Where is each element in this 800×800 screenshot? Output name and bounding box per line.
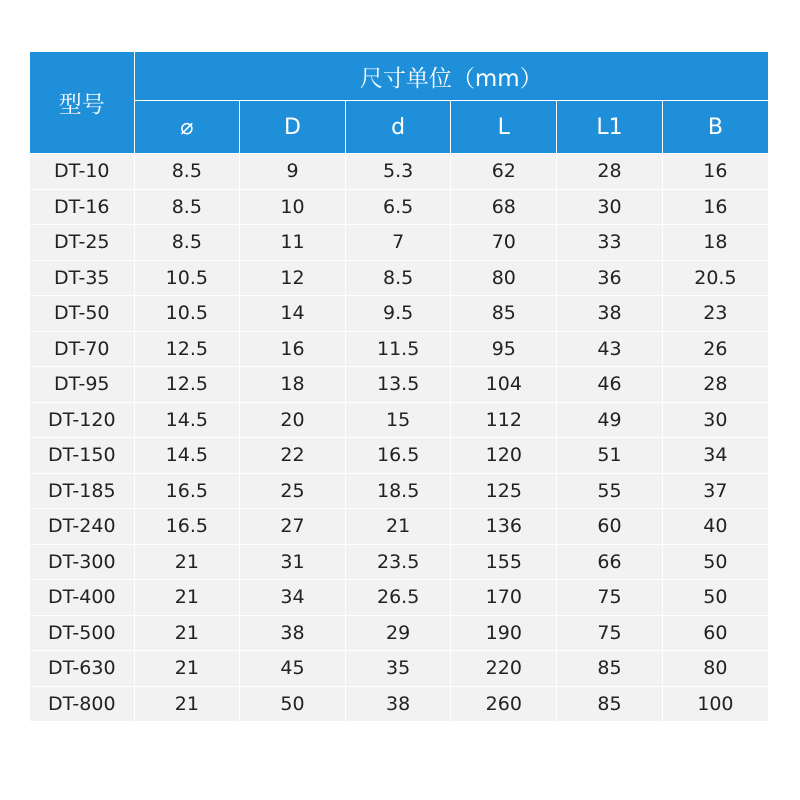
header-unit: 尺寸单位（mm）: [134, 52, 768, 101]
cell-diameter: 16.5: [134, 473, 240, 509]
table-row: [30, 580, 768, 616]
cell-B: 100: [662, 686, 768, 722]
cell-L: 104: [451, 367, 557, 403]
cell-d: 13.5: [345, 367, 451, 403]
table-row: [30, 189, 768, 225]
table-row: [30, 154, 768, 190]
cell-L1: 55: [557, 473, 663, 509]
table-row: [30, 544, 768, 580]
cell-B: 28: [662, 367, 768, 403]
cell-model: DT-400: [30, 580, 134, 616]
header-L1: L1: [557, 101, 663, 154]
cell-B: 26: [662, 331, 768, 367]
cell-d: 9.5: [345, 296, 451, 332]
cell-D: 10: [240, 189, 346, 225]
cell-L1: 51: [557, 438, 663, 474]
cell-L1: 33: [557, 225, 663, 261]
cell-model: DT-300: [30, 544, 134, 580]
cell-L1: 85: [557, 651, 663, 687]
cell-diameter: 8.5: [134, 225, 240, 261]
cell-d: 6.5: [345, 189, 451, 225]
cell-d: 26.5: [345, 580, 451, 616]
cell-model: DT-50: [30, 296, 134, 332]
cell-model: DT-630: [30, 651, 134, 687]
cell-B: 34: [662, 438, 768, 474]
cell-model: DT-185: [30, 473, 134, 509]
cell-B: 30: [662, 402, 768, 438]
cell-diameter: 21: [134, 615, 240, 651]
cell-model: DT-70: [30, 331, 134, 367]
cell-diameter: 8.5: [134, 154, 240, 190]
table-row: [30, 615, 768, 651]
cell-L1: 49: [557, 402, 663, 438]
header-model: 型号: [30, 52, 134, 154]
cell-L: 136: [451, 509, 557, 545]
cell-L: 220: [451, 651, 557, 687]
cell-diameter: 14.5: [134, 402, 240, 438]
cell-model: DT-95: [30, 367, 134, 403]
cell-model: DT-16: [30, 189, 134, 225]
table-row: [30, 367, 768, 403]
cell-diameter: 12.5: [134, 367, 240, 403]
cell-diameter: 21: [134, 651, 240, 687]
cell-D: 12: [240, 260, 346, 296]
cell-D: 14: [240, 296, 346, 332]
cell-L: 85: [451, 296, 557, 332]
table-row: [30, 260, 768, 296]
table-row: [30, 296, 768, 332]
cell-L: 95: [451, 331, 557, 367]
cell-B: 37: [662, 473, 768, 509]
cell-d: 38: [345, 686, 451, 722]
cell-D: 16: [240, 331, 346, 367]
header-D: D: [240, 101, 346, 154]
cell-D: 9: [240, 154, 346, 190]
cell-diameter: 21: [134, 544, 240, 580]
header-diameter: ⌀: [134, 101, 240, 154]
cell-L1: 28: [557, 154, 663, 190]
header-row-sub: [30, 101, 768, 154]
cell-B: 50: [662, 580, 768, 616]
cell-diameter: 12.5: [134, 331, 240, 367]
spec-table: [30, 52, 768, 722]
cell-B: 16: [662, 189, 768, 225]
cell-D: 34: [240, 580, 346, 616]
cell-D: 18: [240, 367, 346, 403]
header-row-main: [30, 52, 768, 101]
header-B: B: [662, 101, 768, 154]
cell-d: 29: [345, 615, 451, 651]
cell-d: 8.5: [345, 260, 451, 296]
cell-B: 23: [662, 296, 768, 332]
cell-d: 35: [345, 651, 451, 687]
cell-diameter: 16.5: [134, 509, 240, 545]
cell-B: 18: [662, 225, 768, 261]
cell-d: 15: [345, 402, 451, 438]
table-row: [30, 331, 768, 367]
cell-model: DT-120: [30, 402, 134, 438]
cell-D: 31: [240, 544, 346, 580]
cell-model: DT-35: [30, 260, 134, 296]
table-row: [30, 686, 768, 722]
cell-diameter: 21: [134, 580, 240, 616]
cell-D: 20: [240, 402, 346, 438]
cell-L1: 66: [557, 544, 663, 580]
cell-L: 190: [451, 615, 557, 651]
table-row: [30, 473, 768, 509]
cell-D: 11: [240, 225, 346, 261]
cell-d: 11.5: [345, 331, 451, 367]
cell-B: 40: [662, 509, 768, 545]
cell-L1: 46: [557, 367, 663, 403]
cell-L: 112: [451, 402, 557, 438]
spec-table-container: [30, 52, 768, 722]
cell-d: 23.5: [345, 544, 451, 580]
table-row: [30, 438, 768, 474]
cell-L: 62: [451, 154, 557, 190]
cell-B: 60: [662, 615, 768, 651]
cell-L1: 38: [557, 296, 663, 332]
cell-model: DT-500: [30, 615, 134, 651]
cell-diameter: 10.5: [134, 296, 240, 332]
table-row: [30, 509, 768, 545]
cell-model: DT-800: [30, 686, 134, 722]
cell-d: 16.5: [345, 438, 451, 474]
cell-D: 50: [240, 686, 346, 722]
cell-L: 120: [451, 438, 557, 474]
cell-d: 21: [345, 509, 451, 545]
cell-d: 18.5: [345, 473, 451, 509]
cell-diameter: 10.5: [134, 260, 240, 296]
cell-L: 260: [451, 686, 557, 722]
cell-model: DT-150: [30, 438, 134, 474]
table-row: [30, 225, 768, 261]
cell-L1: 85: [557, 686, 663, 722]
cell-L: 80: [451, 260, 557, 296]
cell-B: 80: [662, 651, 768, 687]
cell-D: 22: [240, 438, 346, 474]
cell-L1: 75: [557, 580, 663, 616]
cell-L1: 60: [557, 509, 663, 545]
cell-diameter: 21: [134, 686, 240, 722]
cell-model: DT-240: [30, 509, 134, 545]
table-row: [30, 402, 768, 438]
cell-L: 68: [451, 189, 557, 225]
cell-B: 16: [662, 154, 768, 190]
cell-L: 170: [451, 580, 557, 616]
header-d: d: [345, 101, 451, 154]
cell-B: 50: [662, 544, 768, 580]
cell-D: 45: [240, 651, 346, 687]
cell-L1: 43: [557, 331, 663, 367]
table-row: [30, 651, 768, 687]
cell-model: DT-25: [30, 225, 134, 261]
cell-L: 70: [451, 225, 557, 261]
cell-D: 27: [240, 509, 346, 545]
cell-diameter: 8.5: [134, 189, 240, 225]
cell-L1: 75: [557, 615, 663, 651]
cell-D: 38: [240, 615, 346, 651]
header-L: L: [451, 101, 557, 154]
cell-diameter: 14.5: [134, 438, 240, 474]
cell-D: 25: [240, 473, 346, 509]
cell-B: 20.5: [662, 260, 768, 296]
table-header: [30, 52, 768, 154]
cell-L: 155: [451, 544, 557, 580]
cell-L: 125: [451, 473, 557, 509]
cell-model: DT-10: [30, 154, 134, 190]
cell-d: 5.3: [345, 154, 451, 190]
cell-d: 7: [345, 225, 451, 261]
cell-L1: 30: [557, 189, 663, 225]
table-body: [30, 154, 768, 722]
cell-L1: 36: [557, 260, 663, 296]
